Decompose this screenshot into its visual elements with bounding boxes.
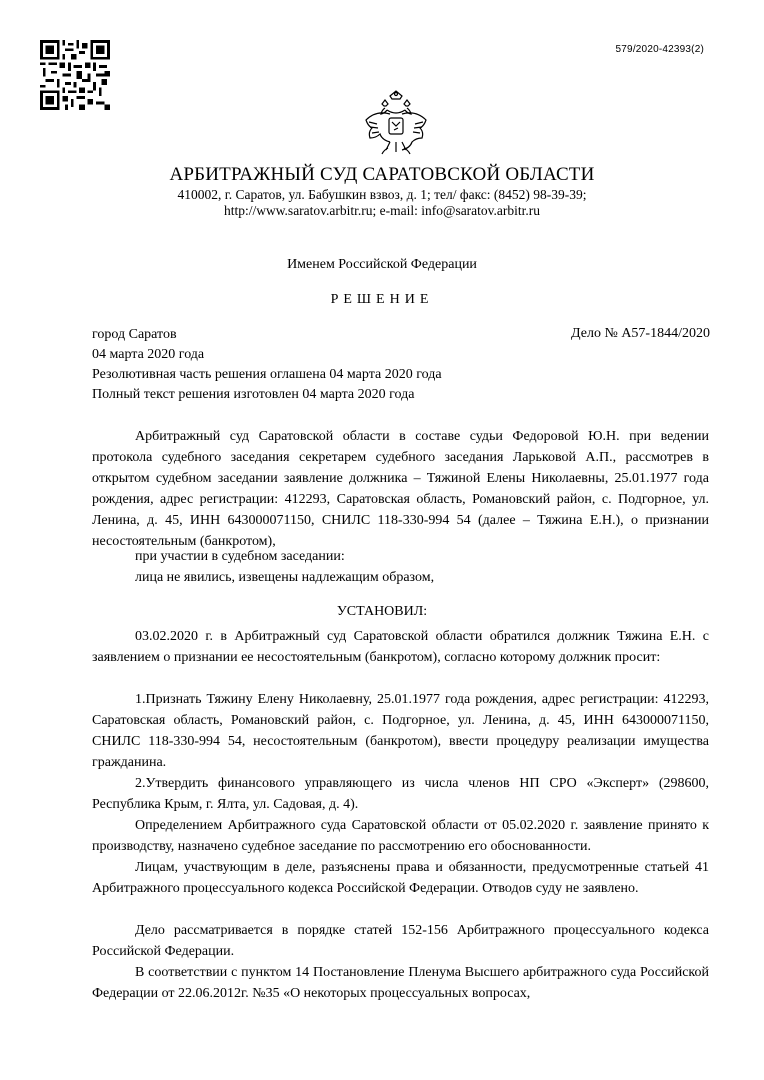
meta-operative-part: Резолютивная часть решения оглашена 04 марта 2020 года [92, 367, 442, 382]
double-headed-eagle-emblem [360, 86, 432, 158]
paragraph-plenum: В соответствии с пунктом 14 Постановление Пленума Высшего арбитражного суда Российской Федерации от 22.06.2012г. №35 «О некоторых процессуальных вопросах, [92, 965, 709, 1001]
case-number: Дело № А57-1844/2020 [571, 326, 710, 341]
document-id: 579/2020-42393(2) [615, 44, 704, 55]
paragraph-procedure: Дело рассматривается в порядке статей 152-156 Арбитражного процессуального кодекса Российской Федерации. [92, 923, 709, 959]
meta-full-text: Полный текст решения изготовлен 04 марта 2020 года [92, 387, 415, 402]
paragraph-rights: Лицам, участвующим в деле, разъяснены права и обязанности, предусмотренные статьей 41 Арбитражного процессуального кодекса Российской Федерации. Отводов суду не заявлено. [92, 860, 709, 896]
paragraph-request-2: 2.Утвердить финансового управляющего из числа членов НП СРО «Эксперт» (298600, Республика Крым, г. Ялта, ул. Садовая, д. 4). [92, 776, 709, 812]
qr-code-icon [40, 40, 110, 110]
meta-city: город Саратов [92, 327, 177, 342]
established-heading: УСТАНОВИЛ: [336, 604, 428, 619]
in-name-of-federation: Именем Российской Федерации [287, 257, 477, 272]
paragraph-ruling: Определением Арбитражного суда Саратовской области от 05.02.2020 г. заявление принято к производству, назначено судебное заседание по рассмотрению его обоснованности. [92, 818, 709, 854]
intro-paragraph: Арбитражный суд Саратовской области в составе судьи Федоровой Ю.Н. при ведении протокола судебного заседания секретарем судебного заседания Ларьковой А.П., рассмотрев в открытом судебном заседании заявление должника – Тяжиной Елены Николаевны, 25.01.1977 года рождения, адрес регистрации: 412293, Саратовская область, Романовский район, с. Подгорное, ул. Ленина, д. 45, ИНН 643000071150, СНИЛС 118-330-994 54 (далее – Тяжина Е.Н.), о признании несостоятельным (банкротом), [92, 429, 709, 549]
participation-line: при участии в судебном заседании: [135, 549, 345, 564]
court-name: АРБИТРАЖНЫЙ СУД САРАТОВСКОЙ ОБЛАСТИ [169, 164, 595, 185]
meta-date: 04 марта 2020 года [92, 347, 205, 362]
court-contacts: http://www.saratov.arbitr.ru; e-mail: info@saratov.arbitr.ru [223, 203, 541, 218]
document-title: РЕШЕНИЕ [330, 292, 434, 307]
court-address: 410002, г. Саратов, ул. Бабушкин взвоз, д. 1; тел/ факс: (8452) 98-39-39; [177, 187, 587, 202]
paragraph-request-1: 1.Признать Тяжину Елену Николаевну, 25.01.1977 года рождения, адрес регистрации: 412293, Саратовская область, Романовский район, с. Подгорное, ул. Ленина, д. 45, ИНН 643000071150, СНИЛС 118-330-994 54, несостоятельным (банкротом), ввести процедуру реализации имущества гражданина. [92, 692, 709, 770]
paragraph-filing: 03.02.2020 г. в Арбитражный суд Саратовской области обратился должник Тяжина Е.Н. с заявлением о признании ее несостоятельным (банкротом), согласно которому должник просит: [92, 629, 709, 665]
absent-line: лица не явились, извещены надлежащим образом, [135, 570, 435, 585]
